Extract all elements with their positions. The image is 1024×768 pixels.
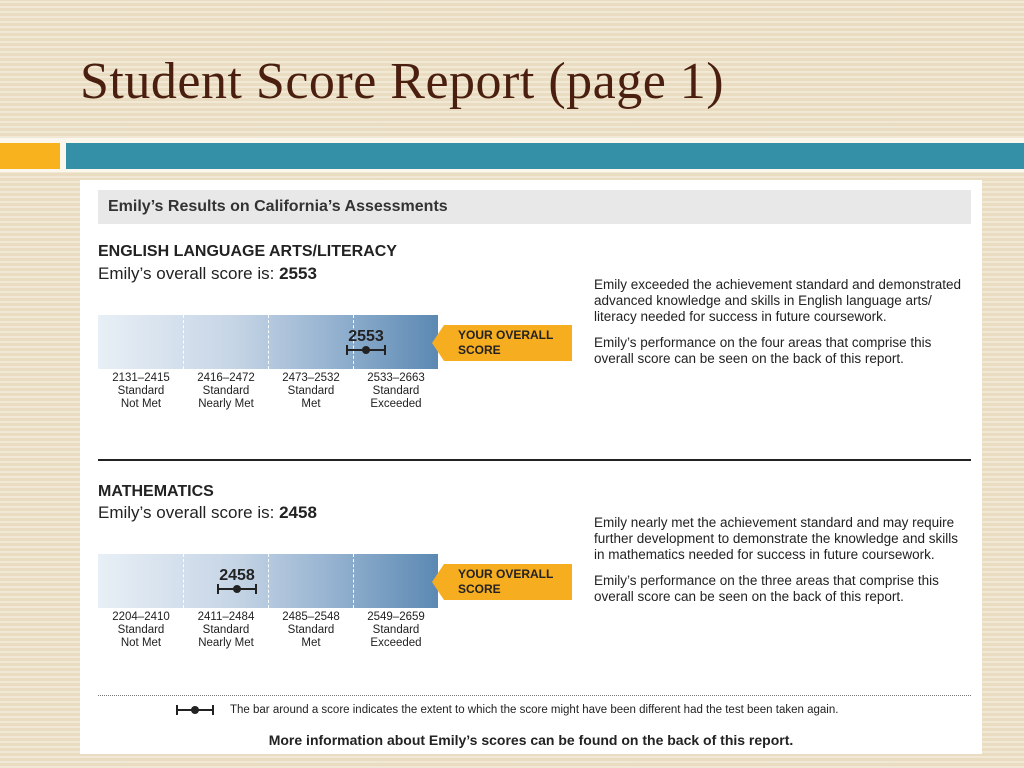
ela-title: ENGLISH LANGUAGE ARTS/LITERACY bbox=[98, 243, 397, 260]
ela-score-dot bbox=[362, 346, 370, 354]
legend-text: The bar around a score indicates the extent to which the score might have been different had the test been taken again. bbox=[230, 704, 839, 716]
ela-overall-label: Emily’s overall score is: bbox=[98, 264, 275, 283]
math-overall-label: Emily’s overall score is: bbox=[98, 503, 275, 522]
ela-level-met: 2473–2532 Standard Met bbox=[282, 372, 340, 410]
legend-dot-icon bbox=[191, 706, 199, 714]
scale-divider bbox=[268, 554, 269, 608]
scale-divider bbox=[268, 315, 269, 369]
badge-text: YOUR OVERALL SCORE bbox=[458, 567, 554, 596]
scale-divider bbox=[183, 554, 184, 608]
ela-description: Emily exceeded the achievement standard and demonstrated advanced knowledge and skills in English language arts/ literacy needed for success in future coursework. Emily’s performance on the four areas that comprise this overall score can be seen on the back of this report. bbox=[594, 277, 961, 366]
scale-divider bbox=[353, 554, 354, 608]
math-level-met: 2485–2548 Standard Met bbox=[282, 611, 340, 649]
math-level-exceeded: 2549–2659 Standard Exceeded bbox=[367, 611, 425, 649]
ela-your-overall-score-badge bbox=[444, 325, 572, 361]
scale-divider bbox=[183, 315, 184, 369]
math-score-dot bbox=[233, 585, 241, 593]
math-level-not-met: 2204–2410 Standard Not Met bbox=[112, 611, 170, 649]
math-score-marker: 2458 bbox=[219, 567, 255, 584]
math-overall-line bbox=[98, 503, 317, 523]
ela-score-marker: 2553 bbox=[348, 328, 384, 345]
accent-orange-block bbox=[0, 143, 60, 169]
math-level-nearly-met: 2411–2484 Standard Nearly Met bbox=[197, 611, 255, 649]
slide-title: Student Score Report (page 1) bbox=[80, 53, 725, 110]
ela-overall-score: 2553 bbox=[279, 264, 317, 283]
report-header: Emily’s Results on California’s Assessments bbox=[98, 190, 971, 224]
ela-level-not-met: 2131–2415 Standard Not Met bbox=[112, 372, 170, 410]
math-description: Emily nearly met the achievement standard and may require further development to demonstrate the knowledge and skills in mathematics needed for success in future coursework. Emily’s performance on the three areas that comprise this overall score can be seen on the back of this report. bbox=[594, 515, 958, 604]
footer-note: More information about Emily’s scores can be found on the back of this report. bbox=[268, 732, 794, 748]
footer-divider bbox=[98, 695, 971, 696]
ela-level-exceeded: 2533–2663 Standard Exceeded bbox=[367, 372, 425, 410]
math-overall-score: 2458 bbox=[279, 503, 317, 522]
badge-text: YOUR OVERALL SCORE bbox=[458, 328, 554, 357]
score-report-image bbox=[80, 180, 982, 754]
section-divider bbox=[98, 459, 971, 461]
math-score-scale bbox=[98, 554, 438, 608]
ela-level-nearly-met: 2416–2472 Standard Nearly Met bbox=[197, 372, 255, 410]
math-your-overall-score-badge bbox=[444, 564, 572, 600]
accent-teal-bar bbox=[66, 143, 1024, 169]
ela-overall-line bbox=[98, 264, 317, 284]
math-title: MATHEMATICS bbox=[98, 483, 214, 500]
